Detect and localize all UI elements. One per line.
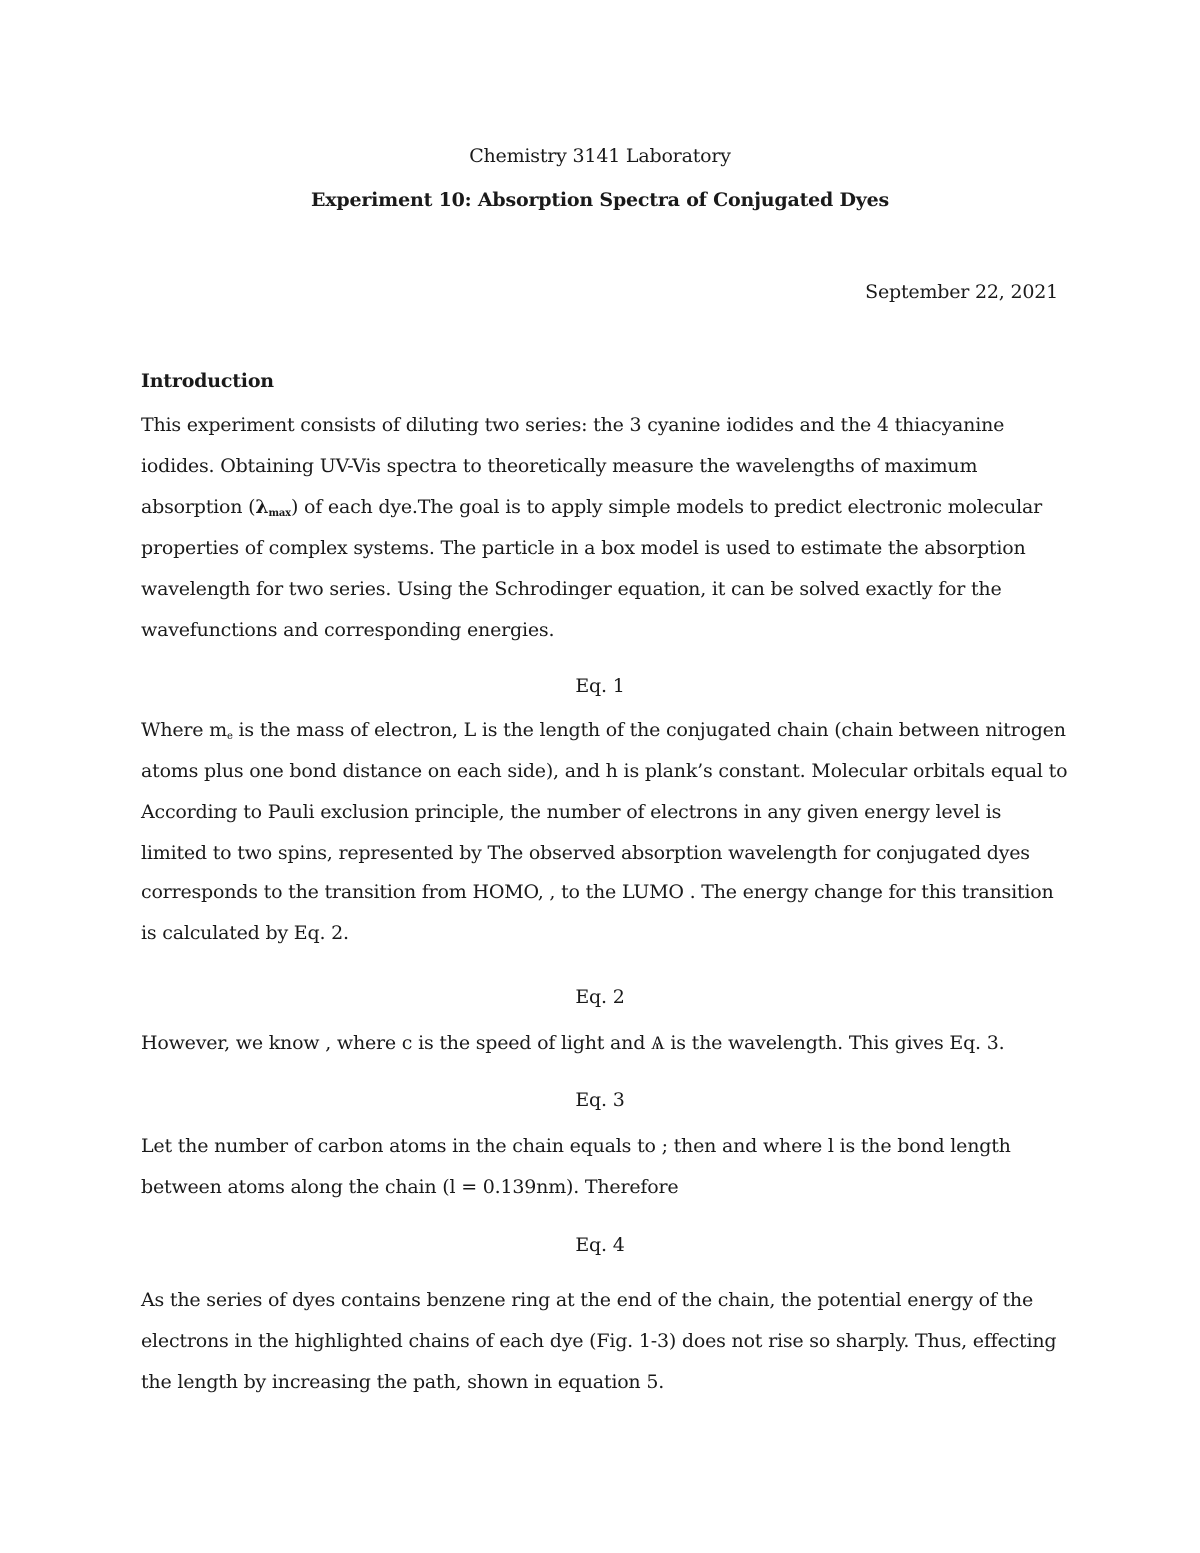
paragraph-line: limited to two spins, represented by The observed absorption wavelength for conjugated dyes (141, 842, 1030, 864)
equation-label: Eq. 3 (575, 1089, 625, 1111)
text-span: absorption ( (141, 496, 256, 518)
paragraph-line: Let the number of carbon atoms in the chain equals to ; then and where l is the bond length (141, 1135, 1011, 1157)
text-span: is the mass of electron, L is the length of the conjugated chain (chain between nitrogen (232, 719, 1066, 741)
subscript-max: max (268, 508, 291, 519)
paragraph-line: atoms plus one bond distance on each side), and h is plank’s constant. Molecular orbitals equal to (141, 760, 1068, 782)
document-date: September 22, 2021 (865, 281, 1058, 303)
paragraph-line: corresponds to the transition from HOMO, , to the LUMO . The energy change for this transition (141, 881, 1054, 903)
paragraph-line: As the series of dyes contains benzene ring at the end of the chain, the potential energy of the (141, 1289, 1034, 1311)
paragraph-line: electrons in the highlighted chains of each dye (Fig. 1-3) does not rise so sharply. Thus, effecting (141, 1330, 1057, 1352)
paragraph-line: iodides. Obtaining UV-Vis spectra to theoretically measure the wavelengths of maximum (141, 455, 978, 477)
paragraph-line: According to Pauli exclusion principle, the number of electrons in any given energy level is (141, 801, 1002, 823)
section-heading-introduction: Introduction (141, 370, 274, 392)
paragraph-line (141, 718, 1066, 749)
equation-label: Eq. 1 (575, 675, 625, 697)
equation-label: Eq. 4 (575, 1234, 625, 1256)
paragraph-line: wavefunctions and corresponding energies. (141, 619, 555, 641)
paragraph-line: is calculated by Eq. 2. (141, 922, 349, 944)
paragraph-line: wavelength for two series. Using the Schrodinger equation, it can be solved exactly for the (141, 578, 1002, 600)
paragraph-line: This experiment consists of diluting two series: the 3 cyanine iodides and the 4 thiacyanine (141, 414, 1005, 436)
document-title: Experiment 10: Absorption Spectra of Conjugated Dyes (310, 189, 890, 211)
text-span: ) of each dye.The goal is to apply simple models to predict electronic molecular (290, 496, 1043, 518)
text-span: Where m (141, 719, 227, 741)
course-name: Chemistry 3141 Laboratory (469, 145, 731, 167)
paragraph-line: properties of complex systems. The particle in a box model is used to estimate the absorption (141, 537, 1026, 559)
subscript-e: e (227, 731, 233, 742)
paragraph-line: However, we know , where c is the speed of light and Ѧ is the wavelength. This gives Eq. 3. (141, 1032, 1005, 1054)
equation-label: Eq. 2 (575, 986, 625, 1008)
paragraph-line: the length by increasing the path, shown in equation 5. (141, 1371, 665, 1393)
paragraph-line: between atoms along the chain (l = 0.139nm). Therefore (141, 1176, 679, 1198)
paragraph-line (141, 495, 1042, 526)
lambda-symbol: λ (255, 496, 269, 518)
